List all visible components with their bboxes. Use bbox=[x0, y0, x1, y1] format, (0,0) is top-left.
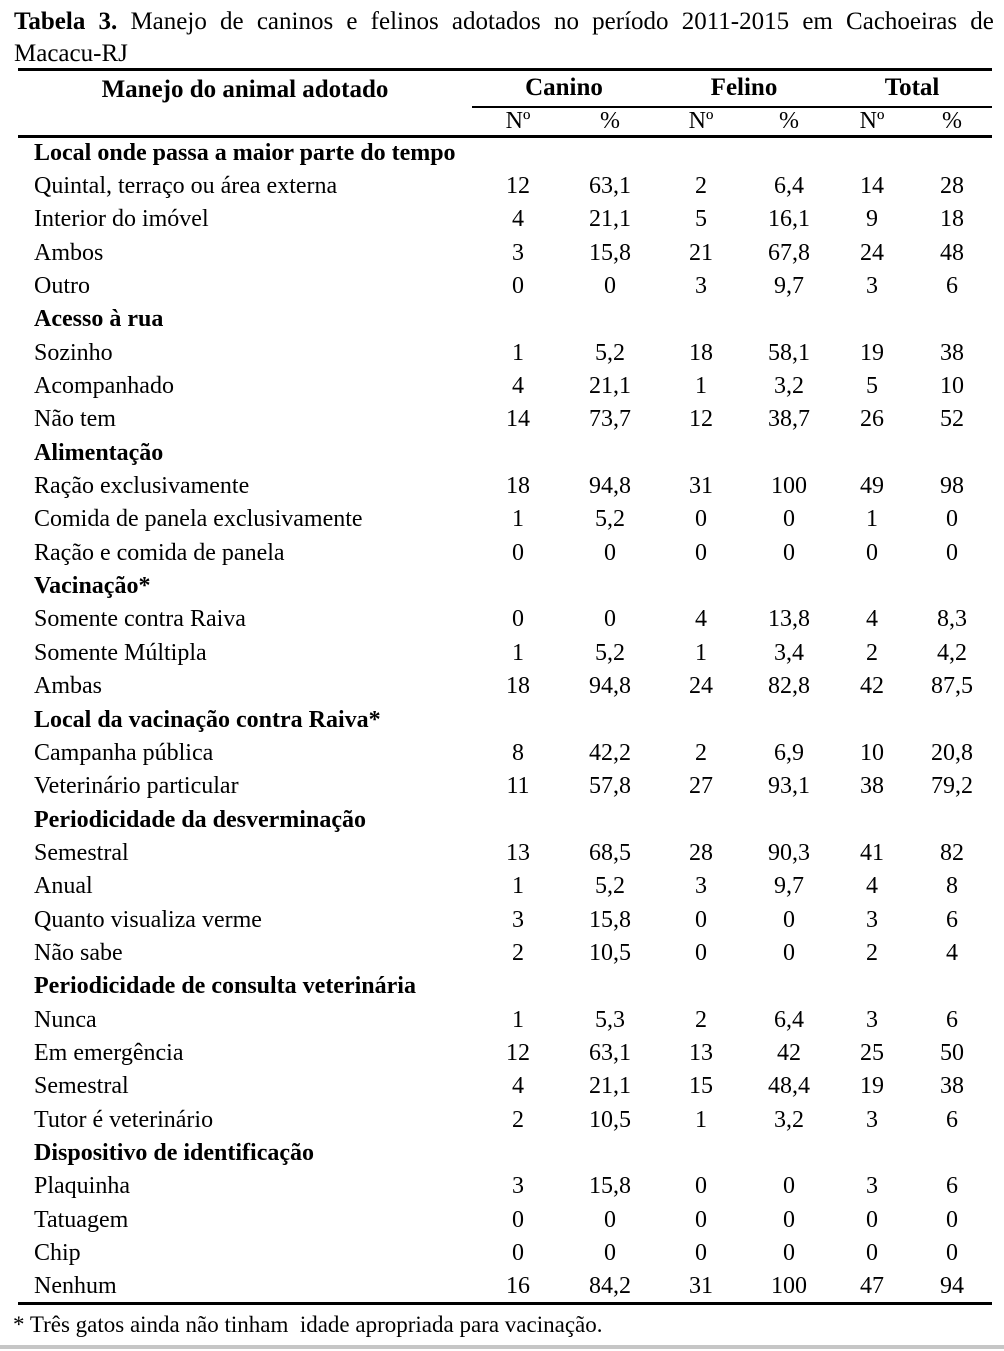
section-header-row bbox=[18, 803, 992, 836]
cell-value: 2 bbox=[512, 939, 524, 966]
cell-value: 2 bbox=[695, 173, 707, 200]
table-row bbox=[18, 470, 992, 503]
cell-value: 6 bbox=[946, 1173, 959, 1200]
cell-value: 5,2 bbox=[595, 339, 625, 366]
cell-value: 15,8 bbox=[589, 1173, 631, 1200]
cell-value: 5 bbox=[695, 206, 707, 233]
cell-value: 3 bbox=[866, 1106, 879, 1133]
cell-value: 1 bbox=[512, 639, 524, 666]
cell-value: 19 bbox=[860, 1073, 885, 1100]
cell-value: 94 bbox=[940, 1272, 965, 1299]
cell-value: 73,7 bbox=[589, 406, 631, 433]
cell-value: 4 bbox=[866, 606, 879, 633]
cell-value: 5,2 bbox=[595, 873, 625, 900]
cell-value: 0 bbox=[866, 1240, 879, 1267]
row-label: Nunca bbox=[34, 1006, 97, 1033]
column-group-canino: Canino bbox=[472, 70, 656, 107]
cell-value: 13 bbox=[689, 1039, 713, 1066]
cell-value: 1 bbox=[866, 506, 879, 533]
cell-value: 6 bbox=[946, 906, 959, 933]
row-label: Tatuagem bbox=[34, 1206, 129, 1233]
cell-value: 98 bbox=[940, 473, 965, 500]
cell-value: 1 bbox=[512, 1006, 524, 1033]
row-label: Campanha pública bbox=[34, 739, 214, 766]
subheader-canino-n: Nº bbox=[472, 107, 564, 137]
cell-value: 3 bbox=[695, 273, 707, 300]
cell-value: 28 bbox=[940, 173, 965, 200]
cell-value: 14 bbox=[860, 173, 885, 200]
row-label: Ambas bbox=[34, 673, 102, 700]
row-label: Interior do imóvel bbox=[34, 206, 209, 233]
table-row bbox=[18, 937, 992, 970]
row-label: Ração exclusivamente bbox=[34, 473, 250, 500]
cell-value: 0 bbox=[866, 1206, 879, 1233]
cell-value: 3 bbox=[866, 1006, 879, 1033]
cell-value: 18 bbox=[506, 673, 530, 700]
cell-value: 1 bbox=[695, 373, 707, 400]
cell-value: 5 bbox=[866, 373, 879, 400]
table-row bbox=[18, 1237, 992, 1270]
cell-value: 2 bbox=[695, 739, 707, 766]
cell-value: 100 bbox=[771, 1272, 807, 1299]
cell-value: 31 bbox=[689, 473, 713, 500]
cell-value: 16 bbox=[506, 1272, 530, 1299]
cell-value: 67,8 bbox=[768, 239, 810, 266]
cell-value: 10 bbox=[940, 373, 965, 400]
section-title: Periodicidade da desverminação bbox=[34, 806, 366, 833]
cell-value: 57,8 bbox=[589, 773, 631, 800]
cell-value: 2 bbox=[695, 1006, 707, 1033]
table-row bbox=[18, 737, 992, 770]
cell-value: 13,8 bbox=[768, 606, 810, 633]
cell-value: 49 bbox=[860, 473, 885, 500]
cell-value: 0 bbox=[512, 606, 524, 633]
cell-value: 21,1 bbox=[589, 206, 631, 233]
subheader-felino-n: Nº bbox=[656, 107, 746, 137]
cell-value: 3,4 bbox=[774, 639, 804, 666]
row-label: Semestral bbox=[34, 839, 129, 866]
section-title: Vacinação* bbox=[34, 573, 151, 600]
subheader-total-pct: % bbox=[912, 107, 992, 137]
table-row bbox=[18, 503, 992, 536]
cell-value: 0 bbox=[512, 539, 524, 566]
section-header-row bbox=[18, 570, 992, 603]
data-table bbox=[18, 68, 992, 1305]
cell-value: 3 bbox=[512, 906, 524, 933]
cell-value: 0 bbox=[866, 539, 879, 566]
cell-value: 0 bbox=[783, 939, 795, 966]
cell-value: 90,3 bbox=[768, 839, 810, 866]
row-label: Ração e comida de panela bbox=[34, 539, 285, 566]
cell-value: 6,9 bbox=[774, 739, 804, 766]
cell-value: 82,8 bbox=[768, 673, 810, 700]
row-label: Comida de panela exclusivamente bbox=[34, 506, 363, 533]
cell-value: 6 bbox=[946, 273, 959, 300]
cell-value: 0 bbox=[695, 1206, 707, 1233]
cell-value: 27 bbox=[689, 773, 713, 800]
row-label: Chip bbox=[34, 1240, 81, 1267]
table-row bbox=[18, 1103, 992, 1136]
cell-value: 15,8 bbox=[589, 239, 631, 266]
subheader-felino-pct: % bbox=[746, 107, 832, 137]
cell-value: 42,2 bbox=[589, 739, 631, 766]
row-label: Quanto visualiza verme bbox=[34, 906, 262, 933]
table-row bbox=[18, 1204, 992, 1237]
subheader-total-n: Nº bbox=[832, 107, 912, 137]
cell-value: 25 bbox=[860, 1039, 885, 1066]
cell-value: 3,2 bbox=[774, 373, 804, 400]
table-row bbox=[18, 1003, 992, 1036]
cell-value: 93,1 bbox=[768, 773, 810, 800]
cell-value: 4 bbox=[866, 873, 879, 900]
table-row bbox=[18, 870, 992, 903]
table-row bbox=[18, 537, 992, 570]
cell-value: 3 bbox=[512, 239, 524, 266]
cell-value: 47 bbox=[860, 1272, 885, 1299]
cell-value: 38 bbox=[940, 339, 965, 366]
section-title: Dispositivo de identificação bbox=[34, 1139, 314, 1166]
table-row bbox=[18, 370, 992, 403]
group-header-row bbox=[18, 70, 992, 107]
cell-value: 1 bbox=[695, 639, 707, 666]
cell-value: 0 bbox=[783, 906, 795, 933]
cell-value: 12 bbox=[689, 406, 713, 433]
cell-value: 0 bbox=[695, 539, 707, 566]
cell-value: 18 bbox=[689, 339, 713, 366]
section-title: Acesso à rua bbox=[34, 306, 164, 333]
cell-value: 3 bbox=[512, 1173, 524, 1200]
cell-value: 15,8 bbox=[589, 906, 631, 933]
cell-value: 87,5 bbox=[931, 673, 974, 700]
cell-value: 24 bbox=[689, 673, 713, 700]
table-row bbox=[18, 337, 992, 370]
cell-value: 0 bbox=[783, 506, 795, 533]
cell-value: 6 bbox=[946, 1106, 959, 1133]
row-label: Somente Múltipla bbox=[34, 639, 207, 666]
section-header-row bbox=[18, 303, 992, 336]
row-label: Em emergência bbox=[34, 1039, 184, 1066]
row-label: Plaquinha bbox=[34, 1173, 130, 1200]
cell-value: 12 bbox=[506, 173, 530, 200]
cell-value: 42 bbox=[777, 1039, 801, 1066]
table-row bbox=[18, 1170, 992, 1203]
cell-value: 0 bbox=[946, 506, 959, 533]
cell-value: 63,1 bbox=[589, 173, 631, 200]
section-header-row bbox=[18, 437, 992, 470]
cell-value: 8 bbox=[512, 739, 524, 766]
cell-value: 63,1 bbox=[589, 1039, 631, 1066]
cell-value: 5,2 bbox=[595, 506, 625, 533]
cell-value: 0 bbox=[946, 1206, 959, 1233]
table-row bbox=[18, 1270, 992, 1303]
cell-value: 48,4 bbox=[768, 1073, 810, 1100]
cell-value: 0 bbox=[512, 1206, 524, 1233]
cell-value: 41 bbox=[860, 839, 885, 866]
table-footnote: * Três gatos ainda não tinham idade apropriada para vacinação. bbox=[13, 1312, 603, 1337]
cell-value: 84,2 bbox=[589, 1272, 631, 1299]
cell-value: 16,1 bbox=[768, 206, 810, 233]
table-row bbox=[18, 170, 992, 203]
cell-value: 31 bbox=[689, 1272, 713, 1299]
cell-value: 0 bbox=[695, 506, 707, 533]
cell-value: 1 bbox=[512, 873, 524, 900]
cell-value: 4 bbox=[512, 206, 524, 233]
cell-value: 0 bbox=[695, 1240, 707, 1267]
cell-value: 18 bbox=[940, 206, 965, 233]
row-label: Não sabe bbox=[34, 939, 123, 966]
row-label: Nenhum bbox=[34, 1272, 117, 1299]
cell-value: 1 bbox=[512, 506, 524, 533]
cell-value: 15 bbox=[689, 1073, 713, 1100]
cell-value: 50 bbox=[940, 1039, 965, 1066]
section-header-row bbox=[18, 137, 992, 170]
cell-value: 2 bbox=[512, 1106, 524, 1133]
cell-value: 12 bbox=[506, 1039, 530, 1066]
cell-value: 19 bbox=[860, 339, 885, 366]
cell-value: 3 bbox=[866, 906, 879, 933]
cell-value: 3 bbox=[866, 1173, 879, 1200]
cell-value: 79,2 bbox=[931, 773, 974, 800]
cell-value: 6,4 bbox=[774, 173, 804, 200]
table-caption-line1: Tabela 3. Manejo de caninos e felinos adotados no período 2011-2015 em Cachoeiras de bbox=[14, 8, 994, 35]
cell-value: 94,8 bbox=[589, 473, 631, 500]
cell-value: 14 bbox=[506, 406, 530, 433]
cell-value: 2 bbox=[866, 939, 879, 966]
row-label: Semestral bbox=[34, 1073, 129, 1100]
cell-value: 58,1 bbox=[768, 339, 810, 366]
cell-value: 0 bbox=[604, 606, 616, 633]
cell-value: 21,1 bbox=[589, 1073, 631, 1100]
cell-value: 1 bbox=[695, 1106, 707, 1133]
table-row bbox=[18, 1070, 992, 1103]
cell-value: 5,3 bbox=[595, 1006, 625, 1033]
cell-value: 8 bbox=[946, 873, 959, 900]
row-label: Tutor é veterinário bbox=[34, 1106, 214, 1133]
cell-value: 13 bbox=[506, 839, 530, 866]
section-header-row bbox=[18, 1137, 992, 1170]
table-row bbox=[18, 637, 992, 670]
table-header bbox=[18, 70, 992, 137]
table-row bbox=[18, 837, 992, 870]
cell-value: 68,5 bbox=[589, 839, 631, 866]
cell-value: 0 bbox=[783, 1206, 795, 1233]
cell-value: 0 bbox=[604, 1240, 616, 1267]
cell-value: 8,3 bbox=[937, 606, 968, 633]
cell-value: 9,7 bbox=[774, 873, 804, 900]
cell-value: 100 bbox=[771, 473, 807, 500]
cell-value: 4 bbox=[512, 373, 524, 400]
table-caption-line2: Macacu-RJ bbox=[14, 40, 128, 67]
cell-value: 0 bbox=[946, 539, 959, 566]
cell-value: 3 bbox=[695, 873, 707, 900]
cell-value: 52 bbox=[940, 406, 965, 433]
cell-value: 2 bbox=[866, 639, 879, 666]
row-label: Quintal, terraço ou área externa bbox=[34, 173, 338, 200]
cell-value: 9,7 bbox=[774, 273, 804, 300]
cell-value: 21 bbox=[689, 239, 713, 266]
cell-value: 0 bbox=[512, 273, 524, 300]
cell-value: 18 bbox=[506, 473, 530, 500]
cell-value: 82 bbox=[940, 839, 965, 866]
cell-value: 48 bbox=[940, 239, 965, 266]
cell-value: 0 bbox=[946, 1240, 959, 1267]
table-row bbox=[18, 203, 992, 236]
row-label: Anual bbox=[34, 873, 93, 900]
table-row bbox=[18, 270, 992, 303]
table-body bbox=[18, 137, 992, 1304]
cell-value: 28 bbox=[689, 839, 713, 866]
cell-value: 20,8 bbox=[931, 739, 974, 766]
cell-value: 10 bbox=[860, 739, 885, 766]
cell-value: 0 bbox=[695, 1173, 707, 1200]
row-label: Não tem bbox=[34, 406, 116, 433]
cell-value: 0 bbox=[783, 1240, 795, 1267]
cell-value: 38 bbox=[940, 1073, 965, 1100]
cell-value: 38,7 bbox=[768, 406, 810, 433]
row-label: Sozinho bbox=[34, 339, 113, 366]
section-header-row bbox=[18, 703, 992, 736]
cell-value: 26 bbox=[860, 406, 885, 433]
section-title: Alimentação bbox=[34, 439, 164, 466]
cell-value: 3,2 bbox=[774, 1106, 804, 1133]
section-header-row bbox=[18, 970, 992, 1003]
cell-value: 0 bbox=[604, 273, 616, 300]
row-label: Ambos bbox=[34, 239, 104, 266]
cell-value: 11 bbox=[506, 773, 530, 800]
table-row bbox=[18, 603, 992, 636]
column-group-total: Total bbox=[832, 70, 992, 107]
section-title: Local onde passa a maior parte do tempo bbox=[34, 140, 456, 167]
cell-value: 94,8 bbox=[589, 673, 631, 700]
row-label: Outro bbox=[34, 273, 90, 300]
cell-value: 0 bbox=[695, 906, 707, 933]
table-row bbox=[18, 670, 992, 703]
row-label: Somente contra Raiva bbox=[34, 606, 246, 633]
table-row bbox=[18, 903, 992, 936]
cell-value: 38 bbox=[860, 773, 885, 800]
cell-value: 10,5 bbox=[589, 939, 631, 966]
cell-value: 10,5 bbox=[589, 1106, 631, 1133]
column-header-label: Manejo do animal adotado bbox=[18, 70, 472, 137]
cell-value: 24 bbox=[860, 239, 885, 266]
cell-value: 4 bbox=[946, 939, 959, 966]
cell-value: 4,2 bbox=[937, 639, 968, 666]
cell-value: 9 bbox=[866, 206, 879, 233]
table-row bbox=[18, 770, 992, 803]
table-row bbox=[18, 1037, 992, 1070]
table-row bbox=[18, 237, 992, 270]
cell-value: 5,2 bbox=[595, 639, 625, 666]
cell-value: 0 bbox=[604, 1206, 616, 1233]
cell-value: 0 bbox=[512, 1240, 524, 1267]
cell-value: 4 bbox=[512, 1073, 524, 1100]
cell-value: 42 bbox=[860, 673, 885, 700]
cell-value: 6,4 bbox=[774, 1006, 804, 1033]
cell-value: 0 bbox=[783, 1173, 795, 1200]
table-caption bbox=[14, 7, 994, 69]
column-group-felino: Felino bbox=[656, 70, 832, 107]
table-row bbox=[18, 403, 992, 436]
scan-artifact-line bbox=[0, 1345, 1004, 1349]
section-title: Periodicidade de consulta veterinária bbox=[34, 973, 416, 1000]
cell-value: 6 bbox=[946, 1006, 959, 1033]
cell-value: 0 bbox=[604, 539, 616, 566]
cell-value: 0 bbox=[695, 939, 707, 966]
section-title: Local da vacinação contra Raiva* bbox=[34, 706, 381, 733]
row-label: Veterinário particular bbox=[34, 773, 239, 800]
cell-value: 1 bbox=[512, 339, 524, 366]
cell-value: 0 bbox=[783, 539, 795, 566]
cell-value: 3 bbox=[866, 273, 879, 300]
subheader-canino-pct: % bbox=[564, 107, 656, 137]
cell-value: 21,1 bbox=[589, 373, 631, 400]
row-label: Acompanhado bbox=[34, 373, 174, 400]
cell-value: 4 bbox=[695, 606, 707, 633]
